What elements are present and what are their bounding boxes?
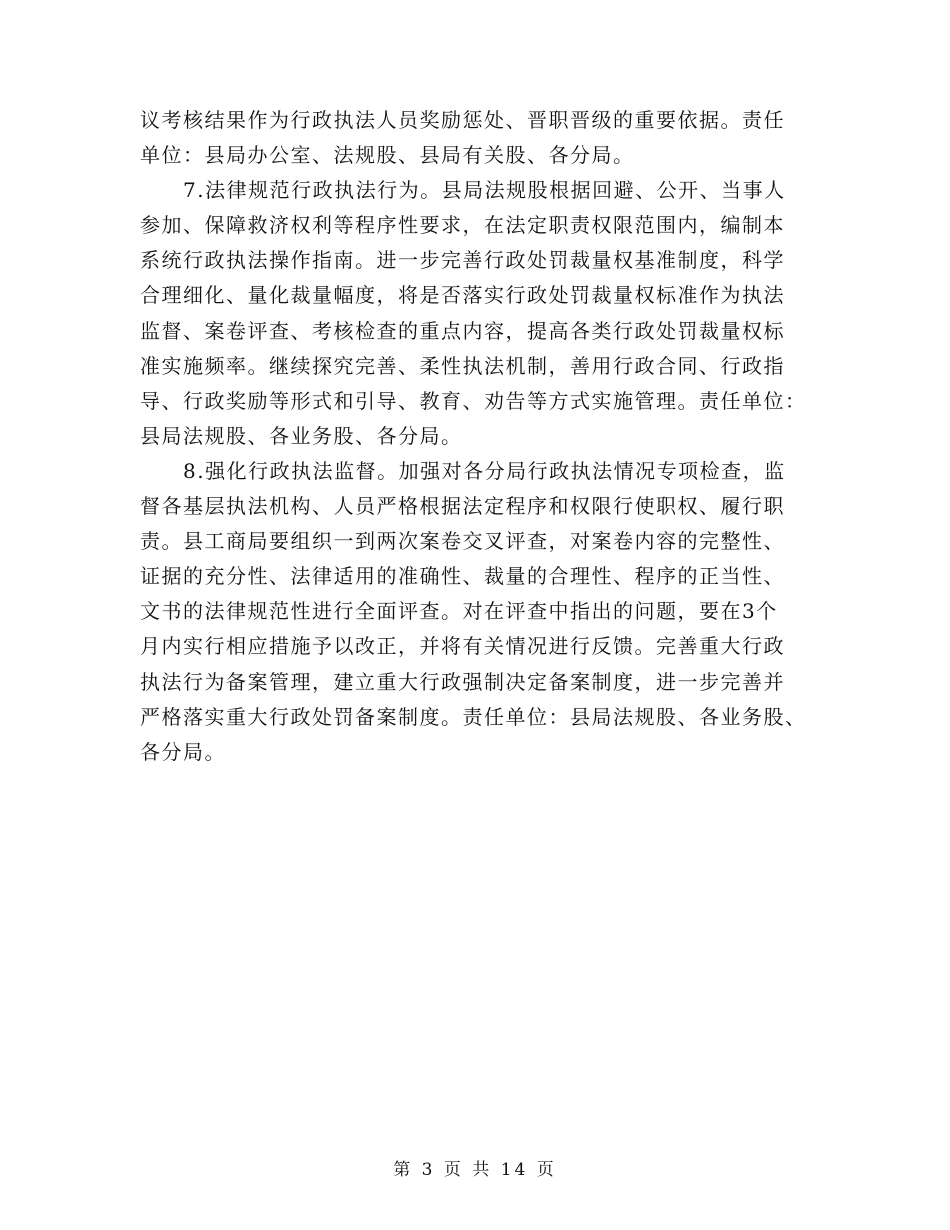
text-line: 合理细化、量化裁量幅度，将是否落实行政处罚裁量权标准作为执法 [140, 283, 785, 308]
text-line: 县局法规股、各业务股、各分局。 [140, 423, 463, 448]
document-body [140, 103, 812, 770]
text-line: 参加、保障救济权利等程序性要求，在法定职责权限范围内，编制本 [140, 213, 785, 238]
text-line: 执法行为备案管理，建立重大行政强制决定备案制度，进一步完善并 [140, 669, 785, 694]
text-line: 严格落实重大行政处罚备案制度。责任单位：县局法规股、各业务股、 [140, 704, 807, 729]
text-line: 准实施频率。继续探究完善、柔性执法机制，善用行政合同、行政指 [140, 353, 785, 378]
text-line: 系统行政执法操作指南。进一步完善行政处罚裁量权基准制度，科学 [140, 248, 785, 273]
text-line: 证据的充分性、法律适用的准确性、裁量的合理性、程序的正当性、 [140, 564, 785, 589]
text-line: 导、行政奖励等形式和引导、教育、劝告等方式实施管理。责任单位： [140, 388, 807, 413]
text-line: 文书的法律规范性进行全面评查。对在评查中指出的问题，要在3个 [140, 599, 778, 624]
paragraph-7-start: 7.法律规范行政执法行为。县局法规股根据回避、公开、当事人 [183, 178, 786, 203]
text-line: 督各基层执法机构、人员严格根据法定程序和权限行使职权、履行职 [140, 494, 785, 519]
paragraph-8-start: 8.强化行政执法监督。加强对各分局行政执法情况专项检查，监 [183, 458, 786, 483]
text-line: 监督、案卷评查、考核检查的重点内容，提高各类行政处罚裁量权标 [140, 318, 785, 343]
page-number-footer: 第 3 页 共 14 页 [393, 1160, 557, 1180]
text-line: 单位：县局办公室、法规股、县局有关股、各分局。 [140, 143, 635, 168]
text-line: 各分局。 [140, 739, 226, 764]
text-line: 月内实行相应措施予以改正，并将有关情况进行反馈。完善重大行政 [140, 634, 785, 659]
text-line: 责。县工商局要组织一到两次案卷交叉评查，对案卷内容的完整性、 [140, 529, 785, 554]
text-line: 议考核结果作为行政执法人员奖励惩处、晋职晋级的重要依据。责任 [140, 108, 785, 132]
